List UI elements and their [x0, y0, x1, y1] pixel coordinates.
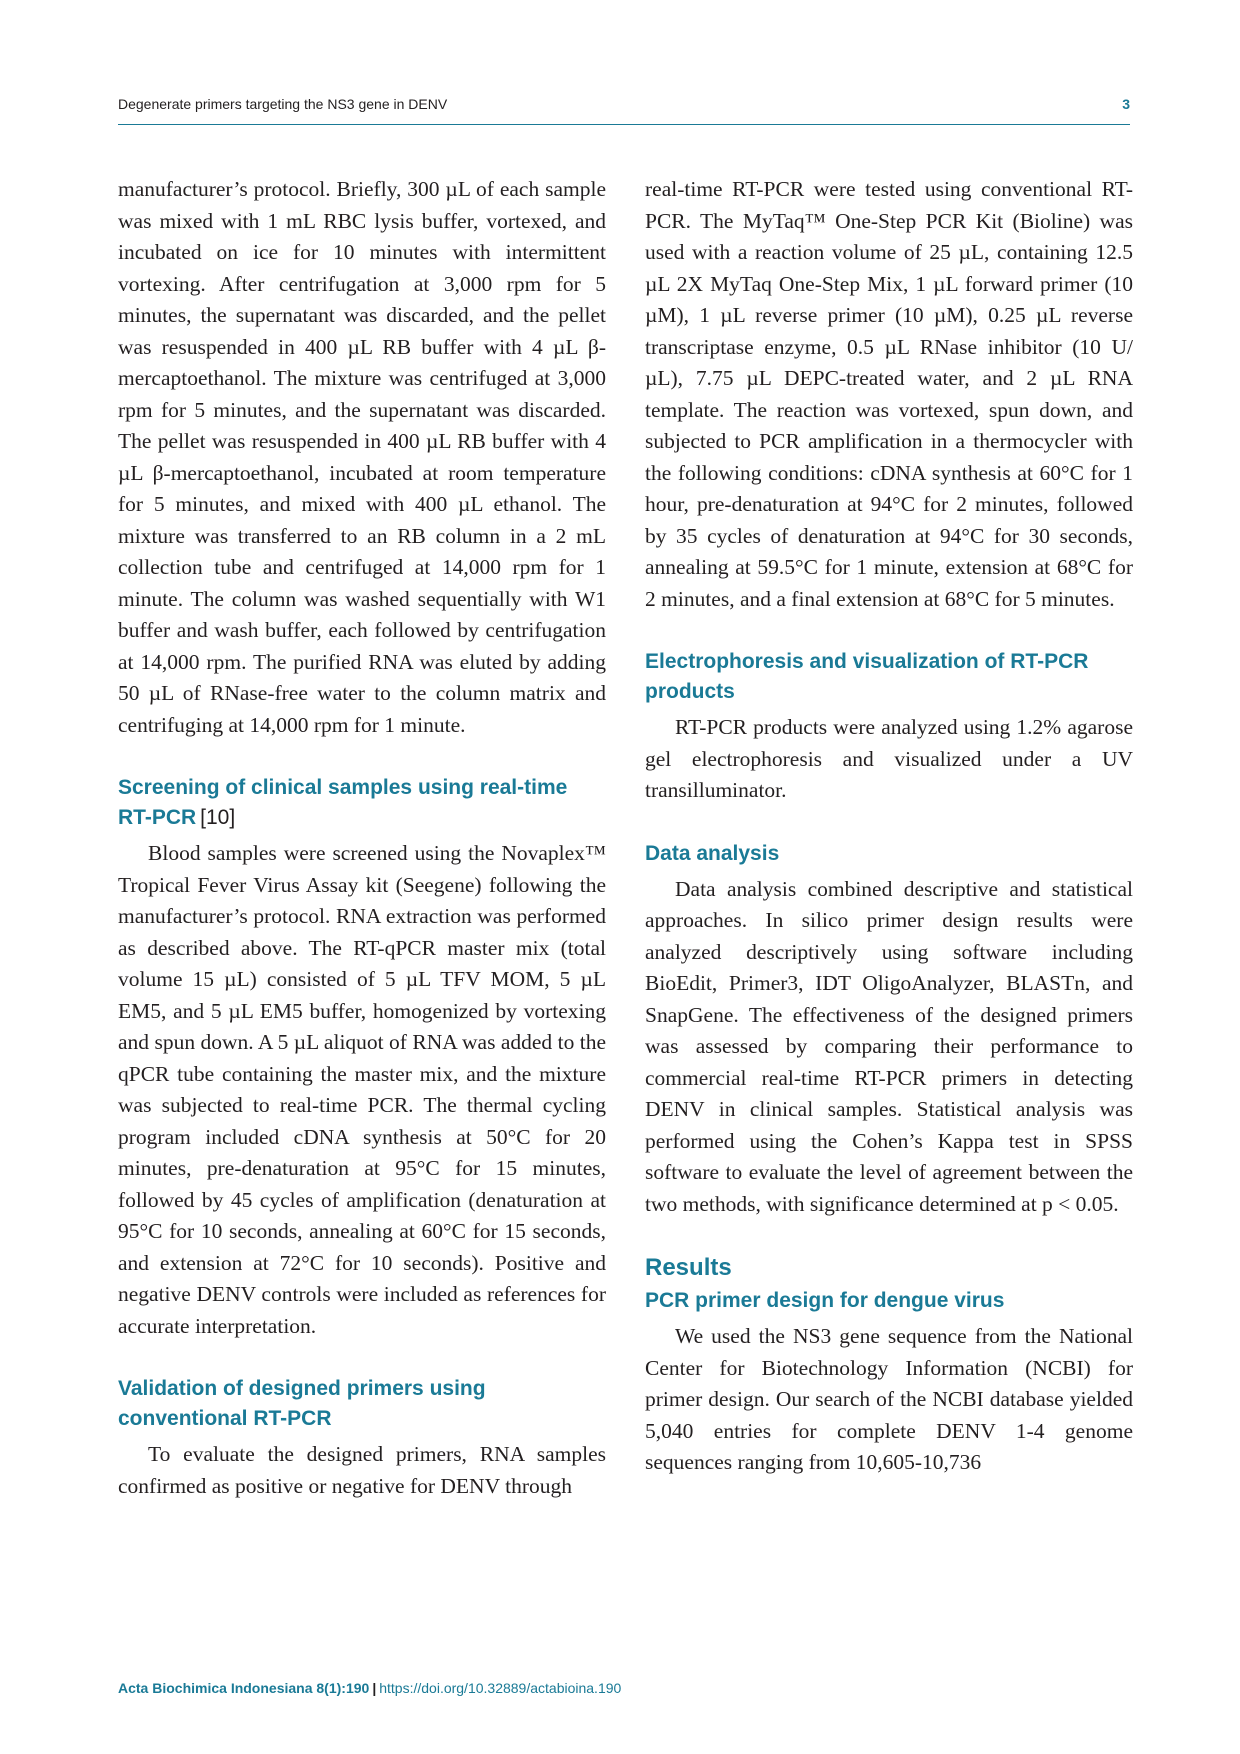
- heading-results: Results: [645, 1254, 732, 1281]
- header-divider: [118, 124, 1130, 125]
- footer: [118, 1680, 621, 1696]
- paragraph-rt-pcr: real-time RT-PCR were tested using conventional RT-PCR. The MyTaq™ One-Step PCR Kit (Bioline) was used with a reaction volume of 25 µL, containing 12.5 µL 2X MyTaq One-Step Mix, 1 µL forward primer (10 µM), 1 µL reverse primer (10 µM), 0.25 µL reverse transcriptase enzyme, 0.5 µL RNase inhibitor (10 U/µL), 7.75 µL DEPC-treated water, and 2 µL RNA template. The reaction was vortexed, spun down, and subjected to PCR amplification in a thermocycler with the following conditions: cDNA synthesis at 60°C for 1 hour, pre-denaturation at 94°C for 2 minutes, followed by 35 cycles of denaturation at 94°C for 30 seconds, annealing at 59.5°C for 1 minute, extension at 68°C for 2 minutes, and a final extension at 68°C for 5 minutes.: [645, 177, 1133, 611]
- heading-screening-text: Screening of clinical samples using real-time RT-PCR: [118, 776, 568, 829]
- paragraph-screening: Blood samples were screened using the Novaplex™ Tropical Fever Virus Assay kit (Seegene) following the manufacturer’s protocol. RNA extraction was performed as described above. The RT-qPCR master mix (total volume 15 µL) consisted of 5 µL TFV MOM, 5 µL EM5, and 5 µL EM5 buffer, homogenized by vortexing and spun down. A 5 µL aliquot of RNA was added to the qPCR tube containing the master mix, and the mixture was subjected to real-time PCR. The thermal cycling program included cDNA synthesis at 50°C for 20 minutes, pre-denaturation at 95°C for 15 minutes, followed by 45 cycles of amplification (denaturation at 95°C for 10 seconds, annealing at 60°C for 15 seconds, and extension at 72°C for 10 seconds). Positive and negative DENV controls were included as references for accurate interpretation.: [118, 841, 606, 1338]
- right-column: [645, 174, 1133, 1479]
- doi-link[interactable]: https://doi.org/10.32889/actabioina.190: [379, 1680, 622, 1696]
- footer-separator: |: [372, 1680, 377, 1696]
- running-head: [118, 96, 1130, 112]
- heading-electrophoresis: Electrophoresis and visualization of RT-PCR products: [645, 650, 1089, 703]
- left-column: [118, 174, 606, 1502]
- heading-screening: [118, 773, 606, 833]
- heading-pcr-primer-design: PCR primer design for dengue virus: [645, 1289, 1005, 1312]
- paragraph-validation: To evaluate the designed primers, RNA samples confirmed as positive or negative for DENV through: [118, 1442, 606, 1498]
- paragraph-electrophoresis: RT-PCR products were analyzed using 1.2% agarose gel electrophoresis and visualized under a UV transilluminator.: [645, 715, 1133, 802]
- journal-citation: Acta Biochimica Indonesiana 8(1):190: [118, 1680, 370, 1696]
- running-title: Degenerate primers targeting the NS3 gene in DENV: [118, 96, 448, 112]
- heading-validation: Validation of designed primers using conventional RT-PCR: [118, 1377, 486, 1430]
- heading-data-analysis: Data analysis: [645, 841, 780, 865]
- paragraph-rna-extraction: manufacturer’s protocol. Briefly, 300 µL of each sample was mixed with 1 mL RBC lysis buffer, vortexed, and incubated on ice for 10 minutes with intermittent vortexing. After centrifugation at 3,000 rpm for 5 minutes, the supernatant was discarded, and the pellet was resuspended in 400 µL RB buffer with 4 µL β-mercaptoethanol. The mixture was centrifuged at 3,000 rpm for 5 minutes, and the supernatant was discarded. The pellet was resuspended in 400 µL RB buffer with 4 µL β-mercaptoethanol, incubated at room temperature for 5 minutes, and mixed with 400 µL ethanol. The mixture was transferred to an RB column in a 2 mL collection tube and centrifuged at 14,000 rpm for 1 minute. The column was washed sequentially with W1 buffer and wash buffer, each followed by centrifugation at 14,000 rpm. The purified RNA was eluted by adding 50 µL of RNase-free water to the column matrix and centrifuging at 14,000 rpm for 1 minute.: [118, 177, 606, 737]
- citation-ref[interactable]: [10]: [200, 806, 236, 829]
- paragraph-data-analysis: Data analysis combined descriptive and statistical approaches. In silico primer design results were analyzed descriptively using software including BioEdit, Primer3, IDT OligoAnalyzer, BLASTn, and SnapGene. The effectiveness of the designed primers was assessed by comparing their performance to commercial real-time RT-PCR primers in detecting DENV in clinical samples. Statistical analysis was performed using the Cohen’s Kappa test in SPSS software to evaluate the level of agreement between the two methods, with significance determined at p < 0.05.: [645, 876, 1133, 1216]
- page-number: 3: [1122, 96, 1130, 112]
- paragraph-primer-design: We used the NS3 gene sequence from the National Center for Biotechnology Information (NCBI) for primer design. Our search of the NCBI database yielded 5,040 entries for complete DENV 1-4 genome sequences ranging from 10,605-10,736: [645, 1324, 1133, 1474]
